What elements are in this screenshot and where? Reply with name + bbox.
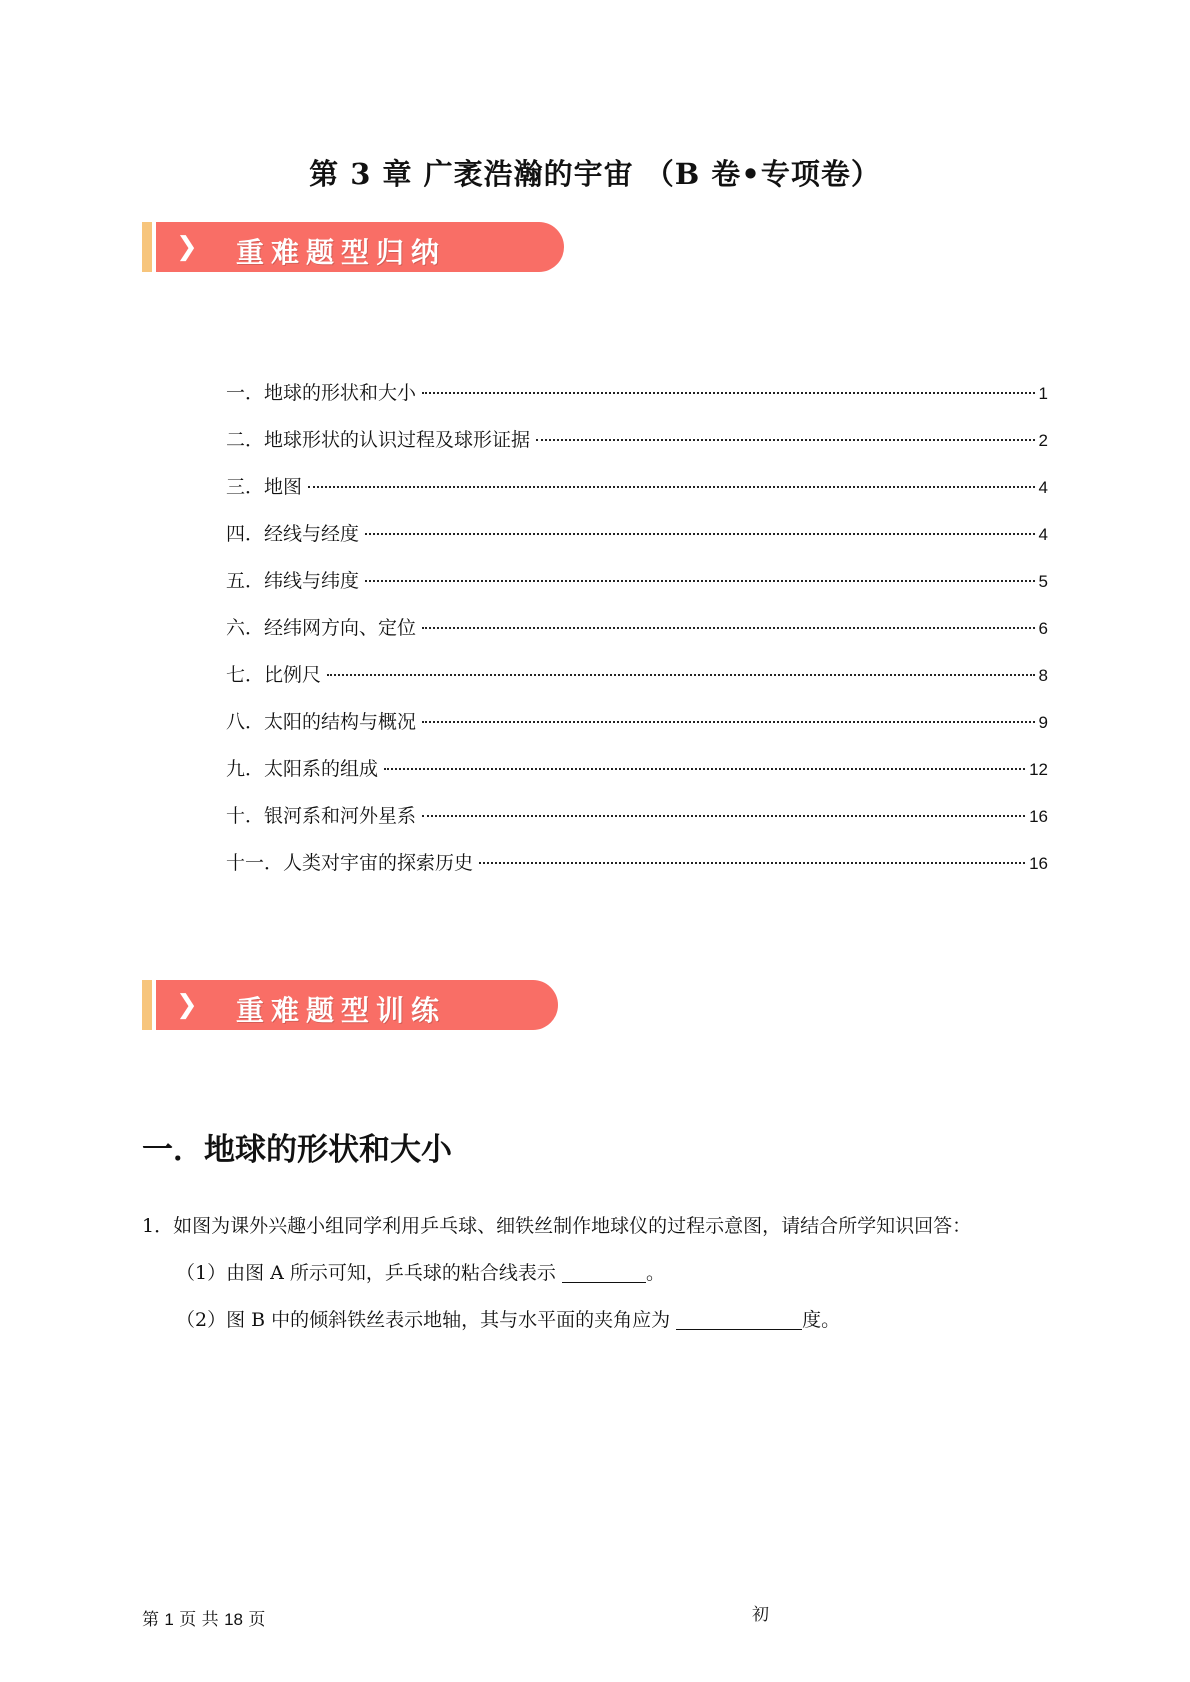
toc-leader bbox=[479, 862, 1025, 864]
toc-leader bbox=[422, 721, 1035, 723]
toc-leader bbox=[365, 533, 1035, 535]
page-footer bbox=[142, 1605, 265, 1630]
toc-item[interactable] bbox=[226, 566, 1048, 613]
toc-leader bbox=[308, 486, 1035, 488]
toc-text: 地球形状的认识过程及球形证据 bbox=[264, 429, 531, 451]
banner-training bbox=[142, 980, 558, 1030]
toc-number: 十一． bbox=[226, 852, 284, 874]
question-part-1-text: （1）由图 A 所示可知，乒乓球的粘合线表示 bbox=[176, 1262, 562, 1284]
toc-leader bbox=[536, 439, 1035, 441]
toc-number: 一． bbox=[226, 382, 265, 404]
toc-leader bbox=[384, 768, 1025, 770]
banner-accent-bar bbox=[142, 980, 152, 1030]
toc-text: 太阳系的组成 bbox=[264, 758, 379, 780]
answer-blank-1[interactable] bbox=[562, 1262, 646, 1283]
footer-label: 页 bbox=[248, 1610, 266, 1630]
toc-page: 6 bbox=[1038, 619, 1048, 638]
section-heading: 一．地球的形状和大小 bbox=[142, 1132, 452, 1168]
answer-blank-2[interactable] bbox=[676, 1309, 802, 1330]
question-stem: 1．如图为课外兴趣小组同学利用乒乓球、细铁丝制作地球仪的过程示意图，请结合所学知识回答： bbox=[142, 1215, 972, 1237]
chevron-right-icon: ❯ bbox=[176, 990, 198, 1020]
toc-leader bbox=[422, 392, 1035, 394]
toc-item[interactable] bbox=[226, 472, 1048, 519]
toc-page: 16 bbox=[1029, 807, 1048, 826]
toc-page: 12 bbox=[1029, 760, 1048, 779]
toc-number: 九． bbox=[226, 758, 265, 780]
toc-item[interactable] bbox=[226, 848, 1048, 895]
footer-label: 页 共 bbox=[179, 1610, 219, 1630]
toc-item[interactable] bbox=[226, 613, 1048, 660]
toc-page: 1 bbox=[1038, 384, 1048, 403]
banner-label: 重难题型训练 bbox=[236, 994, 447, 1027]
toc-text: 银河系和河外星系 bbox=[264, 805, 417, 827]
toc-number: 八． bbox=[226, 711, 265, 733]
question-part-2-text: （2）图 B 中的倾斜铁丝表示地轴，其与水平面的夹角应为 bbox=[176, 1309, 677, 1331]
toc-page: 4 bbox=[1038, 525, 1048, 544]
toc-text: 地球的形状和大小 bbox=[264, 382, 417, 404]
toc-item[interactable] bbox=[226, 519, 1048, 566]
toc-item[interactable] bbox=[226, 707, 1048, 754]
toc-item[interactable] bbox=[226, 754, 1048, 801]
banner-summary bbox=[142, 222, 564, 272]
toc-leader bbox=[422, 627, 1035, 629]
table-of-contents bbox=[226, 378, 1048, 895]
toc-text: 纬线与纬度 bbox=[264, 570, 360, 592]
toc-page: 9 bbox=[1038, 713, 1048, 732]
toc-number: 四． bbox=[226, 523, 265, 545]
banner-label: 重难题型归纳 bbox=[236, 236, 447, 269]
question-part-1 bbox=[176, 1258, 665, 1285]
toc-text: 人类对宇宙的探索历史 bbox=[283, 852, 474, 874]
toc-number: 十． bbox=[226, 805, 265, 827]
toc-text: 太阳的结构与概况 bbox=[264, 711, 417, 733]
toc-number: 二． bbox=[226, 429, 265, 451]
question-part-2-end: 度。 bbox=[802, 1309, 841, 1331]
chevron-right-icon: ❯ bbox=[176, 232, 198, 262]
footer-total-pages: 18 bbox=[224, 1610, 244, 1629]
toc-number: 七． bbox=[226, 664, 265, 686]
toc-text: 经线与经度 bbox=[264, 523, 360, 545]
toc-text: 经纬网方向、定位 bbox=[264, 617, 417, 639]
question-part-1-end: 。 bbox=[645, 1262, 665, 1284]
toc-number: 六． bbox=[226, 617, 265, 639]
toc-page: 8 bbox=[1038, 666, 1048, 685]
toc-page: 5 bbox=[1038, 572, 1048, 591]
toc-item[interactable] bbox=[226, 378, 1048, 425]
toc-page: 16 bbox=[1029, 854, 1048, 873]
question-part-2 bbox=[176, 1305, 840, 1332]
toc-page: 2 bbox=[1038, 431, 1048, 450]
toc-text: 地图 bbox=[264, 476, 303, 498]
footer-grade-mark: 初 bbox=[752, 1605, 769, 1625]
toc-item[interactable] bbox=[226, 801, 1048, 848]
toc-leader bbox=[327, 674, 1035, 676]
footer-label: 第 bbox=[142, 1610, 159, 1630]
footer-page-number: 1 bbox=[164, 1610, 174, 1629]
toc-page: 4 bbox=[1038, 478, 1048, 497]
document-title: 第 3 章 广袤浩瀚的宇宙 （B 卷•专项卷） bbox=[309, 157, 881, 191]
toc-text: 比例尺 bbox=[264, 664, 322, 686]
banner-accent-bar bbox=[142, 222, 152, 272]
toc-leader bbox=[365, 580, 1035, 582]
toc-number: 五． bbox=[226, 570, 265, 592]
toc-item[interactable] bbox=[226, 425, 1048, 472]
toc-item[interactable] bbox=[226, 660, 1048, 707]
toc-number: 三． bbox=[226, 476, 265, 498]
toc-leader bbox=[422, 815, 1025, 817]
